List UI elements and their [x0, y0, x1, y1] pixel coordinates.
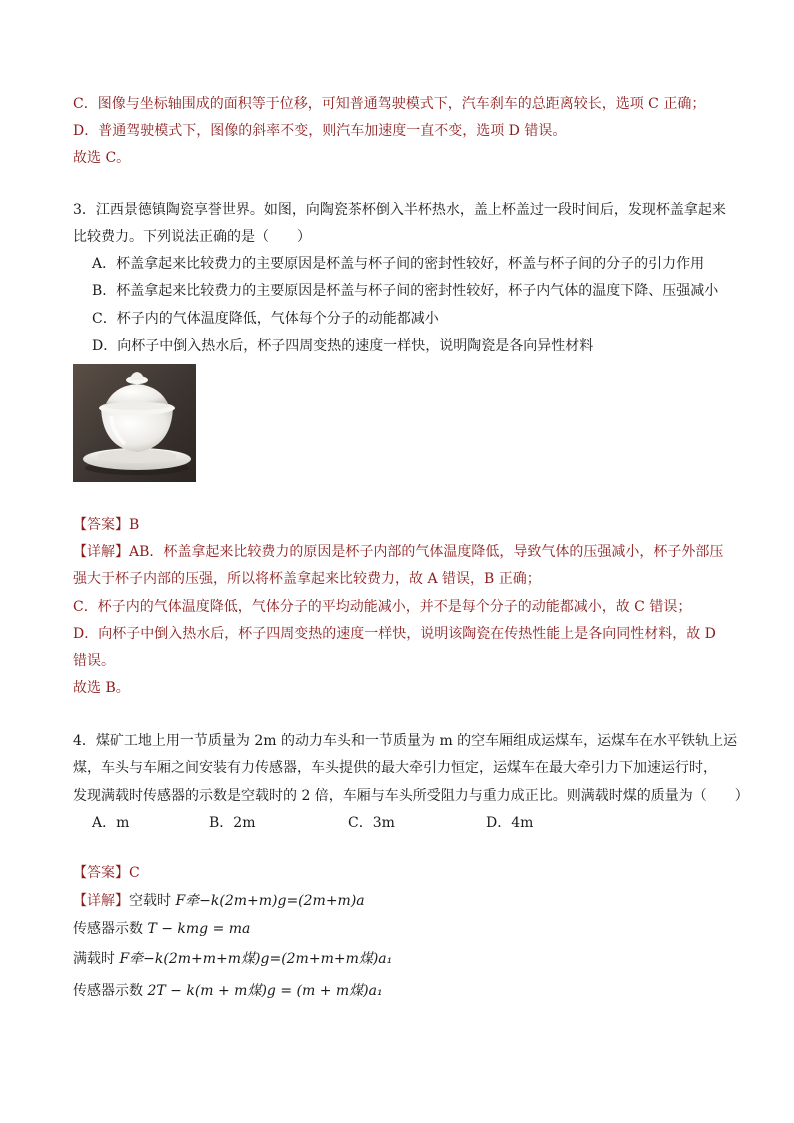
q4-answer: 【答案】C	[73, 865, 140, 881]
q4-eq2-prefix: 传感器示数	[73, 921, 143, 937]
q3-option-a: A．杯盖拿起来比较费力的主要原因是杯盖与杯子间的密封性较好，杯盖与杯子间的分子的引力作用	[92, 256, 705, 272]
q4-eq3-prefix: 满载时	[73, 951, 115, 967]
q4-option-b: B．2m	[209, 815, 256, 831]
q4-stem-line1: 4．煤矿工地上用一节质量为 2m 的动力车头和一节质量为 m 的空车厢组成运煤车，运煤车在水平铁轨上运	[73, 733, 738, 749]
q2-option-d-explanation: D．普通驾驶模式下，图像的斜率不变，则汽车加速度一直不变，选项 D 错误。	[73, 123, 567, 139]
q4-stem-line3: 发现满载时传感器的示数是空载时的 2 倍，车厢与车头所受阻力与重力成正比。则满载时煤的质量为（ ）	[73, 788, 749, 804]
q3-detail-line3: C．杯子内的气体温度降低，气体分子的平均动能减小，并不是每个分子的动能都减小，故 C 错误；	[73, 599, 692, 615]
q3-stem-line2: 比较费力。下列说法正确的是（ ）	[73, 229, 311, 245]
q4-eq3-row	[73, 949, 392, 969]
q4-eq1-row	[73, 891, 365, 911]
q4-eq4-formula: 2T − k(m + m煤)g = (m + m煤)a₁	[147, 983, 383, 999]
q3-option-d: D．向杯子中倒入热水后，杯子四周变热的速度一样快，说明陶瓷是各向异性材料	[92, 338, 594, 354]
q4-eq2-formula: T − kmg = ma	[147, 921, 251, 937]
q4-option-a: A．m	[92, 815, 130, 831]
q3-option-b: B．杯盖拿起来比较费力的主要原因是杯盖与杯子间的密封性较好，杯子内气体的温度下降、压强减小	[92, 283, 719, 299]
q3-option-c: C．杯子内的气体温度降低，气体每个分子的动能都减小	[92, 311, 439, 327]
q3-detail-line5: 错误。	[73, 653, 115, 669]
q4-eq4-row	[73, 981, 383, 1001]
q4-eq4-prefix: 传感器示数	[73, 983, 143, 999]
q4-option-d: D．4m	[486, 815, 534, 831]
q3-detail-line2: 强大于杯子内部的压强，所以将杯盖拿起来比较费力，故 A 错误，B 正确；	[73, 571, 541, 587]
q2-conclusion: 故选 C。	[73, 150, 131, 166]
q3-detail-line4: D．向杯子中倒入热水后，杯子四周变热的速度一样快，说明该陶瓷在传热性能上是各向同性材料，故 D	[73, 626, 716, 642]
q3-detail-line1: 【详解】AB．杯盖拿起来比较费力的原因是杯子内部的气体温度降低，导致气体的压强减小，杯子外部压	[73, 544, 724, 560]
q4-option-c: C．3m	[348, 815, 395, 831]
q2-option-c-explanation: C．图像与坐标轴围成的面积等于位移，可知普通驾驶模式下，汽车刹车的总距离较长，选项 C 正确；	[73, 96, 706, 112]
q4-eq1-prefix: 空载时	[129, 893, 171, 909]
q4-eq2-row	[73, 919, 250, 939]
q4-eq3-formula: F牵−k(2m+m+m煤)g=(2m+m+m煤)a₁	[119, 951, 393, 967]
q3-answer: 【答案】B	[73, 517, 140, 533]
teacup-with-lid-icon	[73, 364, 196, 482]
q4-eq1-formula: F牵−k(2m+m)g=(2m+m)a	[175, 893, 365, 909]
q3-conclusion: 故选 B。	[73, 680, 130, 696]
q3-stem-line1: 3．江西景德镇陶瓷享誉世界。如图，向陶瓷茶杯倒入半杯热水，盖上杯盖过一段时间后，发现杯盖拿起来	[73, 202, 726, 218]
q4-detail-label: 【详解】	[73, 893, 129, 909]
q4-stem-line2: 煤，车头与车厢之间安装有力传感器，车头提供的最大牵引力恒定，运煤车在最大牵引力下加速运行时，	[73, 760, 717, 776]
